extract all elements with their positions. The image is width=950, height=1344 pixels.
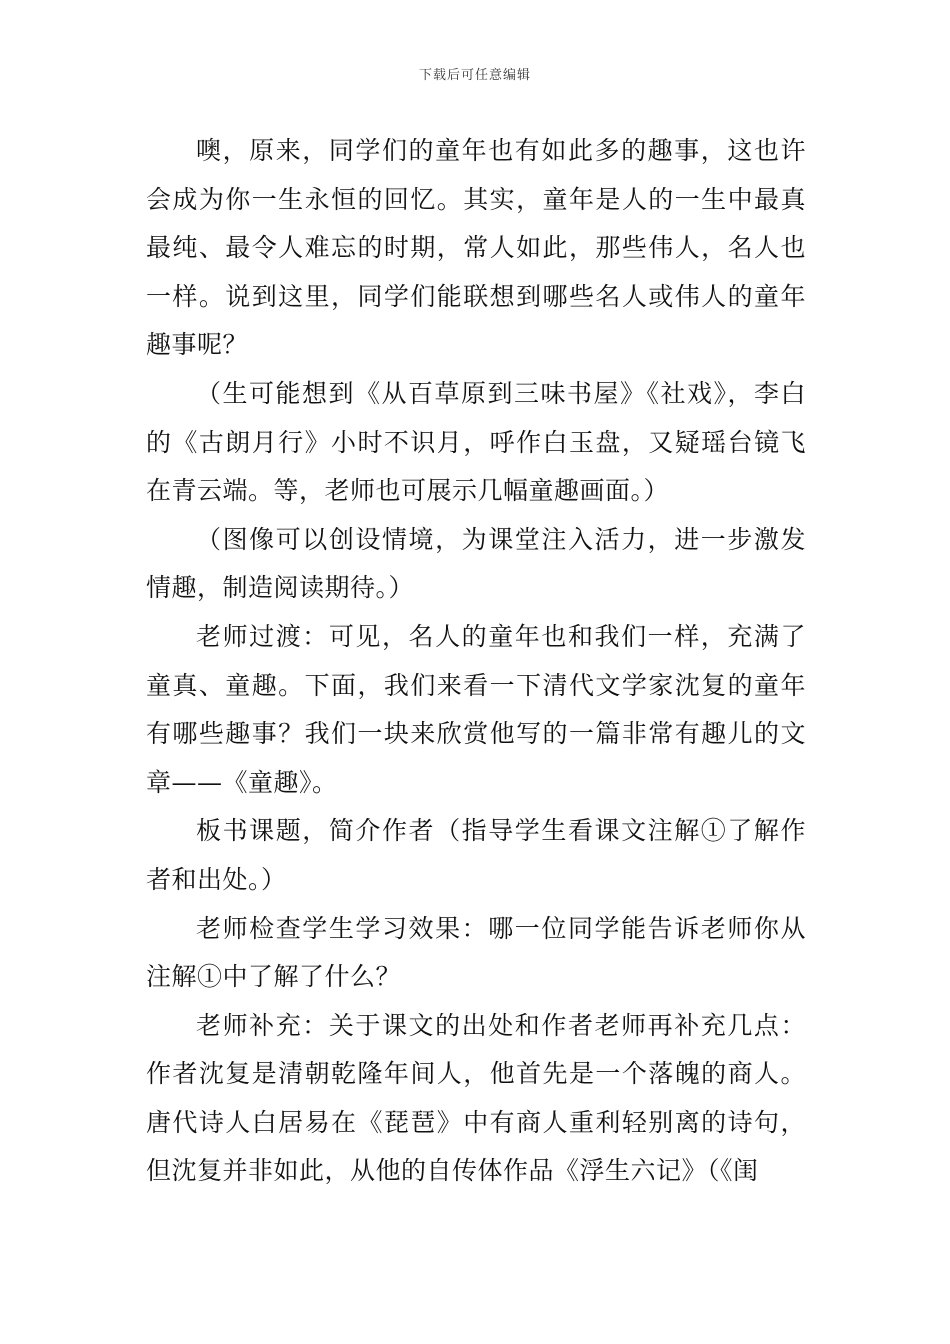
paragraph-check-learning: 老师检查学生学习效果：哪一位同学能告诉老师你从注解①中了解了什么？ (146, 913, 806, 992)
paragraph-student-examples: （生可能想到《从百草原到三味书屋》《社戏》，李白的《古朗月行》小时不识月，呼作白玉盘，又疑瑶台镜飞在青云端。等，老师也可展示几幅童趣画面。） (146, 378, 806, 506)
paragraph-image-note: （图像可以创设情境，为课堂注入活力，进一步激发情趣，制造阅读期待。） (146, 524, 806, 603)
page-header: 下载后可任意编辑 (418, 68, 531, 83)
paragraph-title-author: 板书课题，简介作者（指导学生看课文注解①了解作者和出处。） (146, 816, 806, 894)
paragraph-teacher-transition: 老师过渡：可见，名人的童年也和我们一样，充满了童真、童趣。下面，我们来看一下清代文学家沈复的童年有哪些趣事？我们一块来欣赏他写的一篇非常有趣儿的文章——《童趣》。 (146, 621, 806, 797)
paragraph-intro: 噢，原来，同学们的童年也有如此多的趣事，这也许会成为你一生永恒的回忆。其实，童年是人的一生中最真最纯、最令人难忘的时期，常人如此，那些伟人，名人也一样。说到这里，同学们能联想到哪些名人或伟人的童年趣事呢？ (146, 136, 806, 360)
paragraph-teacher-supplement: 老师补充：关于课文的出处和作者老师再补充几点：作者沈复是清朝乾隆年间人，他首先是一个落魄的商人。唐代诗人白居易在《琵琶》中有商人重利轻别离的诗句，但沈复并非如此，从他的自传体作品《浮生六记》（《闺 (146, 1010, 806, 1186)
body-text (146, 127, 806, 1196)
